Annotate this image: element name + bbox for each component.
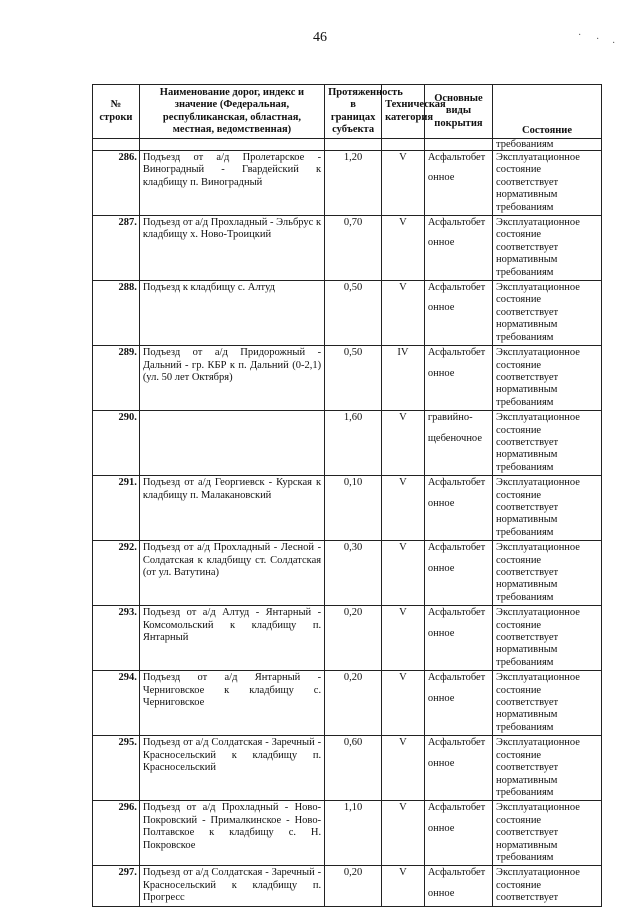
road-name: Подъезд от а/д Прохладный - Ново-Покровский - Прималкинское - Ново-Полтавское к кладбищу с. Н. Покровское — [139, 801, 324, 866]
header-category: Техническая категория — [382, 85, 425, 139]
coverage-line-2: онное — [427, 627, 455, 639]
table-row — [93, 671, 602, 736]
coverage-line-2: онное — [427, 497, 455, 509]
road-length: 1,60 — [325, 411, 382, 476]
row-number: 286. — [93, 151, 140, 216]
road-name: Подъезд от а/д Янтарный - Черниговское к кладбищу с. Черниговское — [139, 671, 324, 736]
row-number: 291. — [93, 476, 140, 541]
road-length: 0,10 — [325, 476, 382, 541]
road-name: Подъезд от а/д Прохладный - Лесной - Солдатская к кладбищу ст. Солдатская (от ул. Ватутина) — [139, 541, 324, 606]
coverage-line-1: Асфальтобет — [427, 672, 486, 684]
road-name: Подъезд от а/д Солдатская - Заречный - Красносельский к кладбищу п. Прогресс — [139, 866, 324, 906]
header-length: Протяженность в границах субъекта — [325, 85, 382, 139]
road-length: 1,20 — [325, 151, 382, 216]
coverage-line-1: Асфальтобет — [427, 347, 486, 359]
road-state: Эксплуатационное состояние соответствует нормативным требованиям — [493, 541, 602, 606]
header-row-number: № строки — [93, 85, 140, 139]
coverage-line-2: онное — [427, 367, 455, 379]
road-coverage — [424, 411, 492, 476]
coverage-line-2: щебеночное — [427, 432, 482, 444]
row-number: 289. — [93, 346, 140, 411]
road-coverage — [424, 801, 492, 866]
road-coverage — [424, 476, 492, 541]
coverage-line-1: Асфальтобет — [427, 607, 486, 619]
coverage-line-2: онное — [427, 757, 455, 769]
road-coverage — [424, 346, 492, 411]
coverage-line-1: Асфальтобет — [427, 217, 486, 229]
road-length: 0,50 — [325, 281, 382, 346]
road-name: Подъезд от а/д Алтуд - Янтарный - Комсомольский к кладбищу п. Янтарный — [139, 606, 324, 671]
road-length: 0,60 — [325, 736, 382, 801]
road-length: 1,10 — [325, 801, 382, 866]
road-coverage — [424, 736, 492, 801]
road-category: V — [382, 411, 425, 476]
road-state: Эксплуатационное состояние соответствует нормативным требованиям — [493, 346, 602, 411]
road-coverage — [424, 671, 492, 736]
table-header-row — [93, 85, 602, 139]
table-row — [93, 541, 602, 606]
road-coverage — [424, 541, 492, 606]
road-name — [139, 411, 324, 476]
roads-table — [92, 84, 602, 907]
road-category: V — [382, 866, 425, 906]
road-coverage — [424, 606, 492, 671]
header-coverage: Основные виды покрытия — [424, 85, 492, 139]
road-coverage — [424, 281, 492, 346]
road-coverage — [424, 866, 492, 906]
road-state: Эксплуатационное состояние соответствует нормативным требованиям — [493, 606, 602, 671]
table-row — [93, 476, 602, 541]
road-category: V — [382, 216, 425, 281]
row-number: 287. — [93, 216, 140, 281]
table-row — [93, 216, 602, 281]
coverage-line-2: онное — [427, 822, 455, 834]
coverage-line-2: онное — [427, 887, 455, 899]
table-row — [93, 866, 602, 906]
road-state: Эксплуатационное состояние соответствует нормативным требованиям — [493, 801, 602, 866]
road-state: Эксплуатационное состояние соответствует нормативным требованиям — [493, 216, 602, 281]
coverage-line-1: Асфальтобет — [427, 477, 486, 489]
scan-speck: · — [596, 34, 600, 45]
coverage-line-2: онное — [427, 692, 455, 704]
road-state: Эксплуатационное состояние соответствует — [493, 866, 602, 906]
coverage-line-1: Асфальтобет — [427, 802, 486, 814]
road-length: 0,20 — [325, 866, 382, 906]
coverage-line-1: Асфальтобет — [427, 867, 486, 879]
coverage-line-2: онное — [427, 302, 455, 314]
table-row — [93, 606, 602, 671]
table-row — [93, 801, 602, 866]
road-state: Эксплуатационное состояние соответствует нормативным требованиям — [493, 671, 602, 736]
coverage-line-1: гравийно- — [427, 412, 473, 424]
road-category: V — [382, 151, 425, 216]
road-category: V — [382, 801, 425, 866]
coverage-line-2: онное — [427, 562, 455, 574]
road-coverage — [424, 216, 492, 281]
road-state: Эксплуатационное состояние соответствует нормативным требованиям — [493, 736, 602, 801]
road-category: V — [382, 541, 425, 606]
table-row — [93, 411, 602, 476]
row-number: 288. — [93, 281, 140, 346]
scan-speck: · — [612, 38, 616, 49]
row-number: 296. — [93, 801, 140, 866]
road-length: 0,30 — [325, 541, 382, 606]
coverage-line-1: Асфальтобет — [427, 152, 486, 163]
road-category: V — [382, 476, 425, 541]
road-length: 0,70 — [325, 216, 382, 281]
road-state: Эксплуатационное состояние соответствует нормативным требованиям — [493, 411, 602, 476]
table-row — [93, 281, 602, 346]
continuation-state: требованиям — [493, 139, 602, 151]
coverage-line-1: Асфальтобет — [427, 542, 486, 554]
continuation-row — [93, 139, 602, 151]
scan-speck: · — [578, 30, 582, 41]
road-category: V — [382, 281, 425, 346]
road-category: V — [382, 671, 425, 736]
header-road-name: Наименование дорог, индекс и значение (Федеральная, республиканская, областная, местная, ведомственная) — [139, 85, 324, 139]
road-state: Эксплуатационное состояние соответствует нормативным требованиям — [493, 281, 602, 346]
road-name: Подъезд от а/д Прохладный - Эльбрус к кладбищу х. Ново-Троицкий — [139, 216, 324, 281]
road-length: 0,20 — [325, 671, 382, 736]
road-coverage — [424, 151, 492, 216]
page-number: 46 — [313, 30, 327, 45]
coverage-line-1: Асфальтобет — [427, 737, 486, 749]
row-number: 293. — [93, 606, 140, 671]
row-number: 294. — [93, 671, 140, 736]
table-row — [93, 151, 602, 216]
road-category: V — [382, 736, 425, 801]
coverage-line-2: онное — [427, 237, 455, 249]
header-state: Состояние — [493, 85, 602, 139]
coverage-line-2: онное — [427, 172, 455, 184]
road-length: 0,50 — [325, 346, 382, 411]
road-state: Эксплуатационное состояние соответствует нормативным требованиям — [493, 476, 602, 541]
coverage-line-1: Асфальтобет — [427, 282, 486, 294]
road-length: 0,20 — [325, 606, 382, 671]
row-number: 295. — [93, 736, 140, 801]
road-category: IV — [382, 346, 425, 411]
road-name: Подъезд от а/д Пролетарское - Виноградный - Гвардейский к кладбищу п. Виноградный — [139, 151, 324, 216]
road-name: Подъезд от а/д Солдатская - Заречный - Красносельский к кладбищу п. Красносельский — [139, 736, 324, 801]
table-row — [93, 736, 602, 801]
road-state: Эксплуатационное состояние соответствует нормативным требованиям — [493, 151, 602, 216]
row-number: 297. — [93, 866, 140, 906]
road-name: Подъезд от а/д Георгиевск - Курская к кладбищу п. Малакановский — [139, 476, 324, 541]
row-number: 292. — [93, 541, 140, 606]
road-name: Подъезд к кладбищу с. Алтуд — [139, 281, 324, 346]
road-name: Подъезд от а/д Придорожный - Дальний - гр. КБР к п. Дальний (0-2,1) (ул. 50 лет Октября) — [139, 346, 324, 411]
table-row — [93, 346, 602, 411]
row-number: 290. — [93, 411, 140, 476]
road-category: V — [382, 606, 425, 671]
